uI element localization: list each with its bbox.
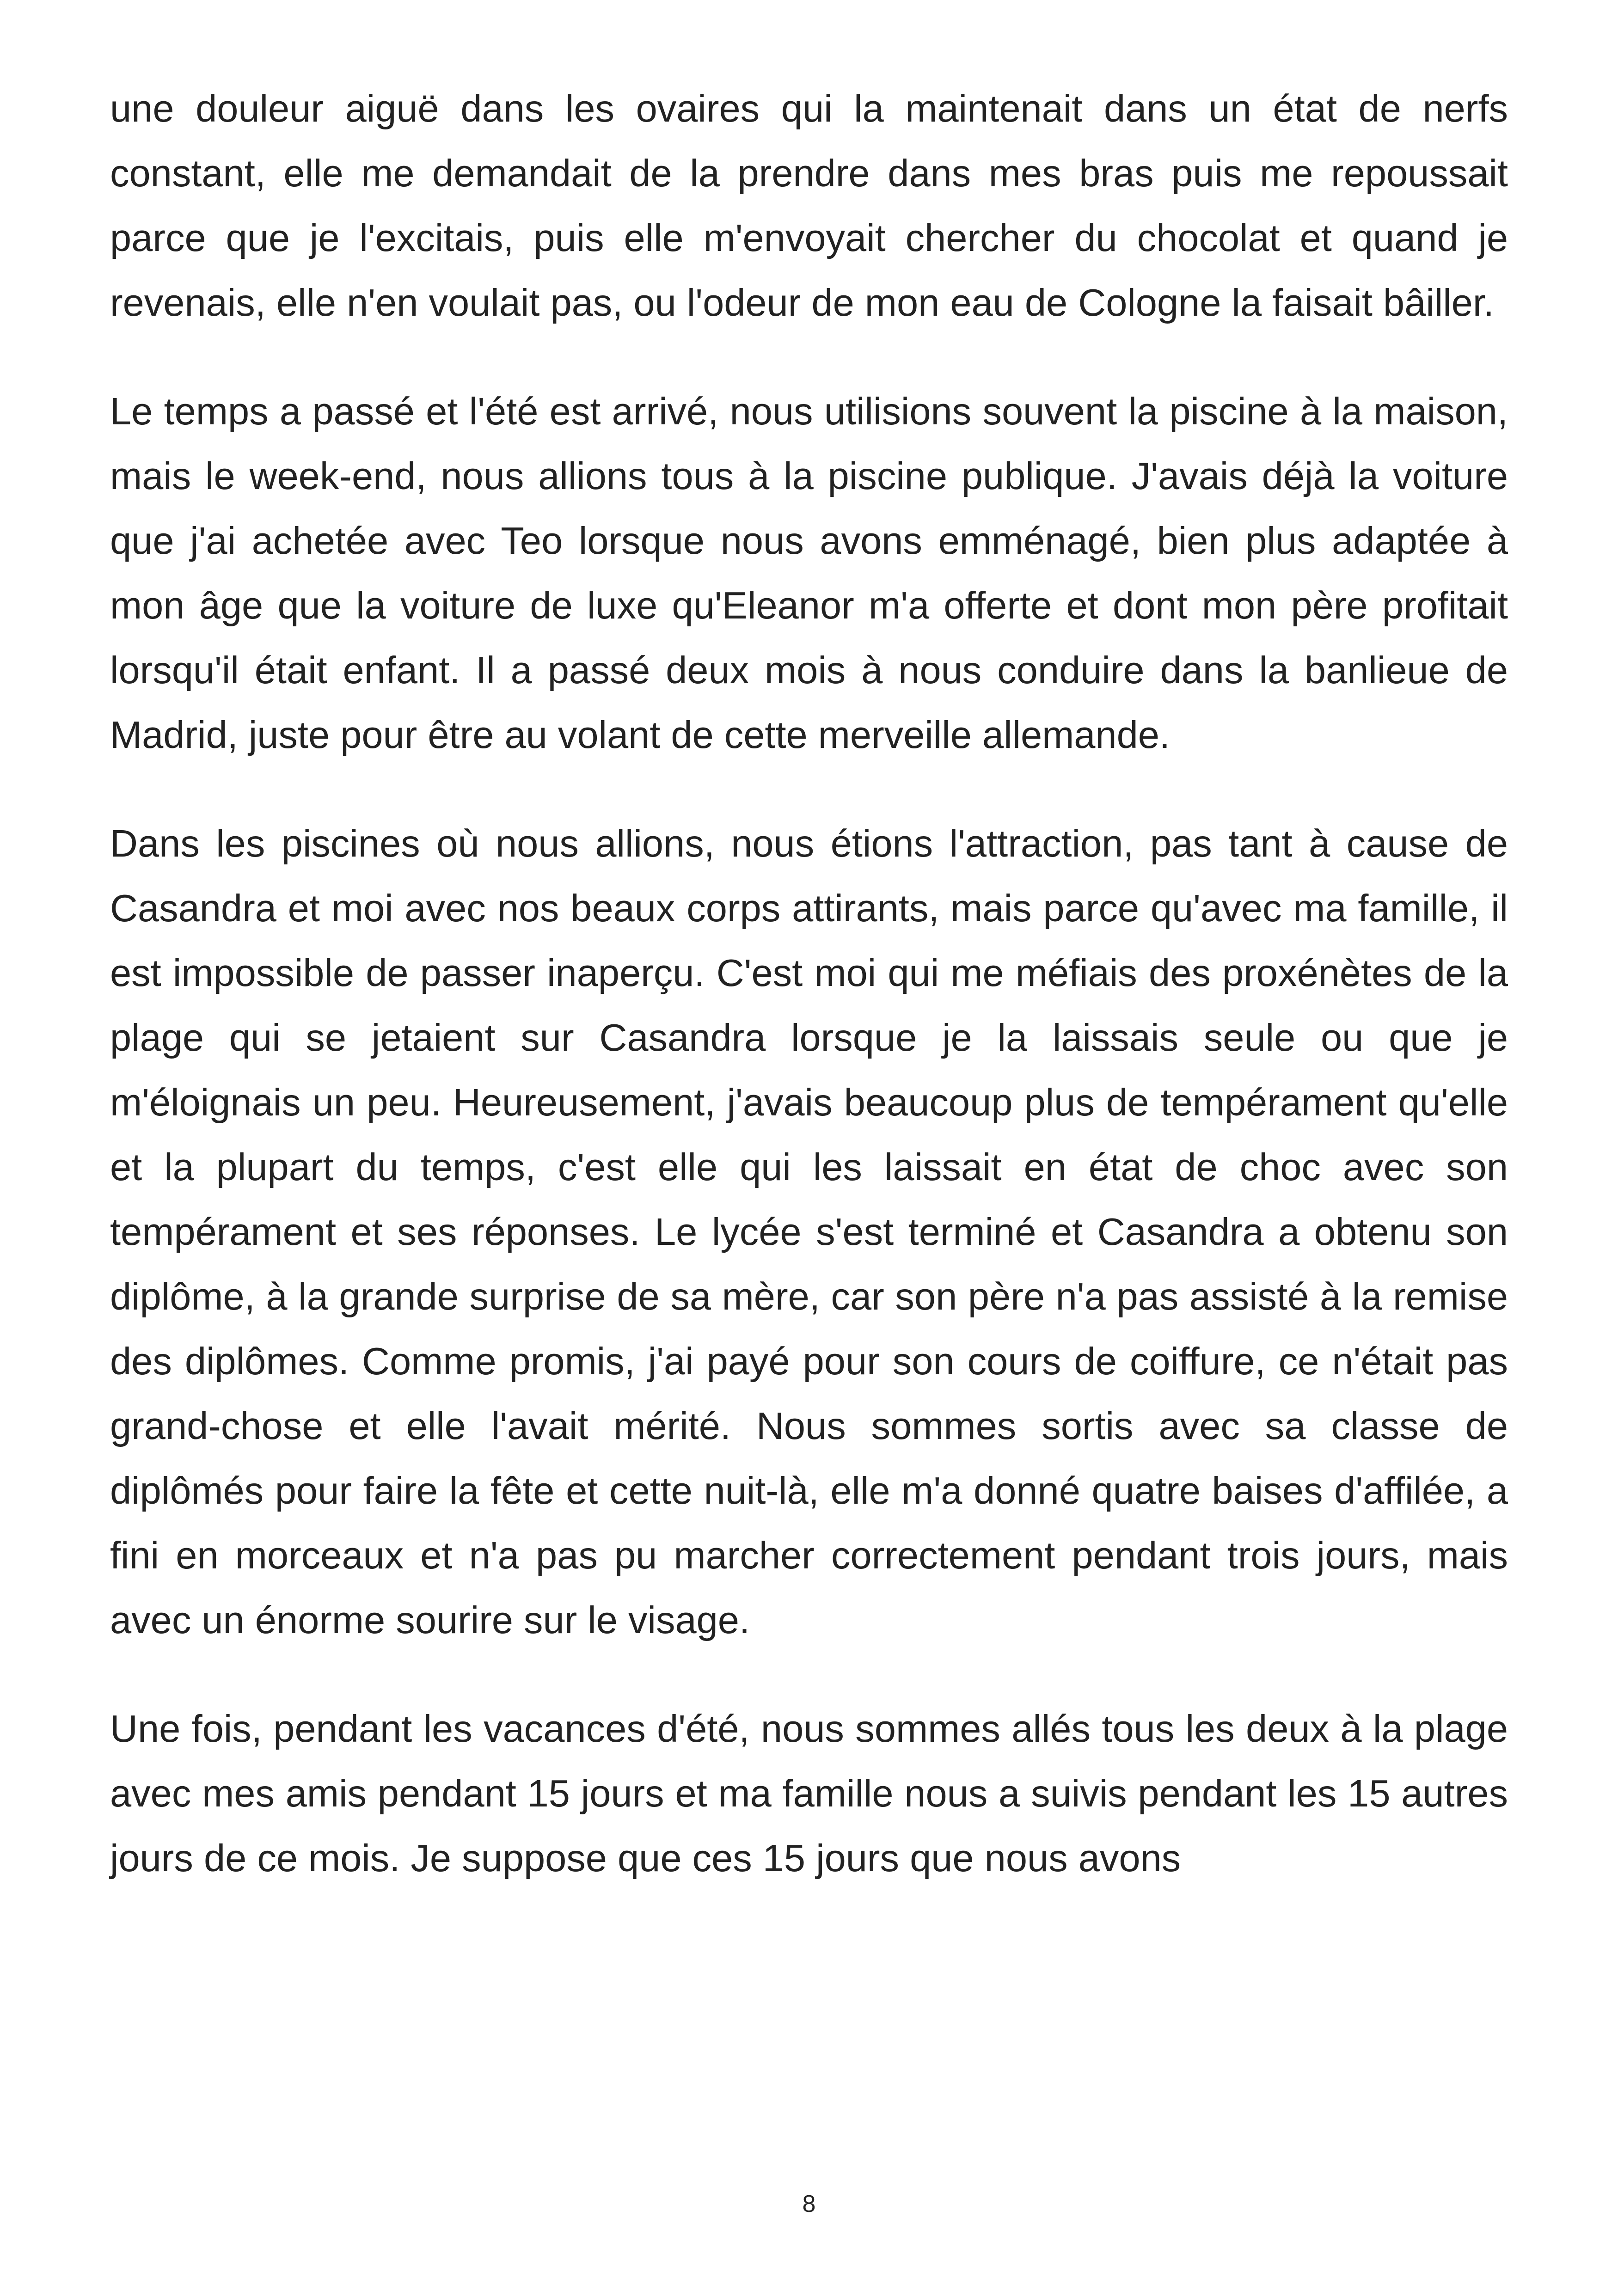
paragraph-2: Le temps a passé et l'été est arrivé, nous utilisions souvent la piscine à la maison, mais le week-end, nous allions tous à la piscine publique. J'avais déjà la voiture que j'ai achetée avec Teo lorsque nous avons emménagé, bien plus adaptée à mon âge que la voiture de luxe qu'Eleanor m'a offerte et dont mon père profitait lorsqu'il était enfant. Il a passé deux mois à nous conduire dans la banlieue de Madrid, juste pour être au volant de cette merveille allemande. xyxy=(110,390,1508,756)
page-number: 8 xyxy=(802,2191,816,2217)
paragraph-1: une douleur aiguë dans les ovaires qui la maintenait dans un état de nerfs constant, elle me demandait de la prendre dans mes bras puis me repoussait parce que je l'excitais, puis elle m'envoyait chercher du chocolat et quand je revenais, elle n'en voulait pas, ou l'odeur de mon eau de Cologne la faisait bâiller. xyxy=(110,87,1508,324)
paragraph-4: Une fois, pendant les vacances d'été, nous sommes allés tous les deux à la plage avec mes amis pendant 15 jours et ma famille nous a suivis pendant les 15 autres jours de ce mois. Je suppose que ces 15 jours que nous avons xyxy=(110,1707,1508,1880)
body-text xyxy=(110,76,1508,1935)
paragraph-3: Dans les piscines où nous allions, nous étions l'attraction, pas tant à cause de Casandra et moi avec nos beaux corps attirants, mais parce qu'avec ma famille, il est impossible de passer inaperçu. C'est moi qui me méfiais des proxénètes de la plage qui se jetaient sur Casandra lorsque je la laissais seule ou que je m'éloignais un peu. Heureusement, j'avais beaucoup plus de tempérament qu'elle et la plupart du temps, c'est elle qui les laissait en état de choc avec son tempérament et ses réponses. Le lycée s'est terminé et Casandra a obtenu son diplôme, à la grande surprise de sa mère, car son père n'a pas assisté à la remise des diplômes. Comme promis, j'ai payé pour son cours de coiffure, ce n'était pas grand-chose et elle l'avait mérité. Nous sommes sortis avec sa classe de diplômés pour faire la fête et cette nuit-là, elle m'a donné quatre baises d'affilée, a fini en morceaux et n'a pas pu marcher correctement pendant trois jours, mais avec un énorme sourire sur le visage. xyxy=(110,822,1508,1641)
